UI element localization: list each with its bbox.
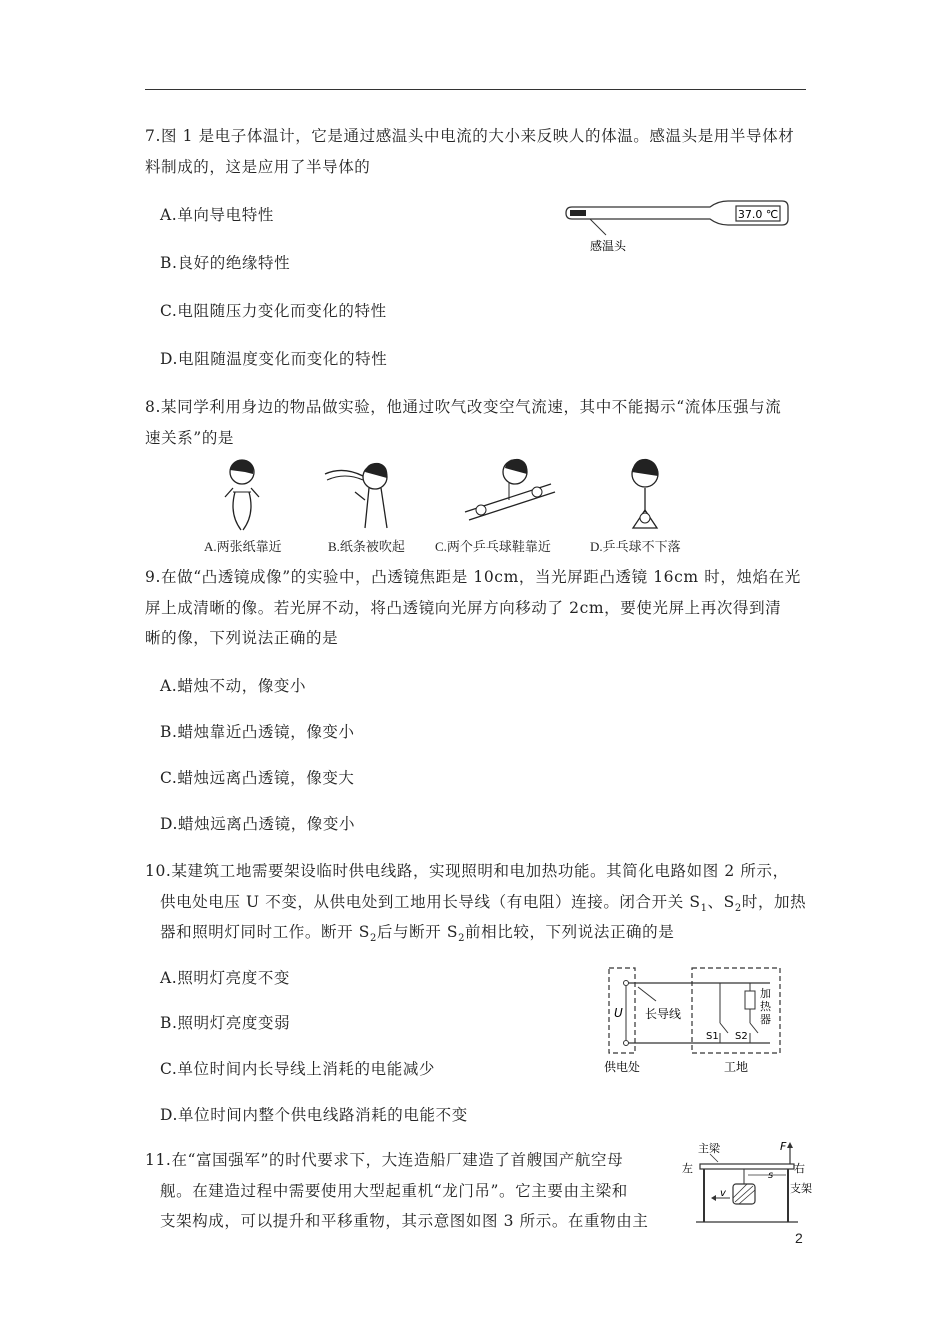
- q9-stem-line1: 9.在做“凸透镜成像”的实验中，凸透镜焦距是 10cm，当光屏距凸透镜 16cm 时，烛焰在光: [145, 568, 801, 586]
- q8-caption-d[interactable]: D.乒乓球不下落: [590, 539, 681, 554]
- main-beam: [700, 1164, 794, 1169]
- q11-stem-line2: 舰。在建造过程中需要使用大型起重机“龙门吊”。它主要由主梁和: [160, 1182, 628, 1200]
- figure-d-ping-pong-funnel: [632, 459, 658, 528]
- q10-stem-line1: 10.某建筑工地需要架设临时供电线路，实现照明和电加热功能。其简化电路如图 2 所示，: [145, 862, 789, 880]
- q9-option-d[interactable]: D.蜡烛远离凸透镜，像变小: [160, 815, 356, 833]
- q8-experiment-figures: [215, 452, 695, 534]
- page-number: 2: [795, 1230, 803, 1246]
- figure-c-ping-pong-balls: [465, 459, 555, 520]
- display-reading: 37.0 ℃: [737, 208, 779, 221]
- thermometer-figure: [560, 195, 800, 260]
- q11-stem-line3: 支架构成，可以提升和平移重物，其示意图如图 3 所示。在重物由主: [160, 1212, 649, 1230]
- q8-stem-line1: 8.某同学利用身边的物品做实验，他通过吹气改变空气流速，其中不能揭示“流体压强与流: [145, 398, 782, 416]
- switch-s2-label: S2: [735, 1031, 748, 1042]
- sensor-head: [570, 210, 586, 216]
- site-label: 工地: [724, 1060, 749, 1074]
- voltage-label: U: [614, 1006, 623, 1020]
- heater-label-3: 器: [760, 1013, 771, 1026]
- supply-label: 供电处: [604, 1060, 641, 1074]
- long-wire-label: 长导线: [645, 1007, 682, 1021]
- q9-option-c[interactable]: C.蜡烛远离凸透镜，像变大: [160, 769, 355, 787]
- q7-stem-line1: 7.图 1 是电子体温计，它是通过感温头中电流的大小来反映人的体温。感温头是用半导体材: [145, 127, 795, 145]
- switch-s1-label: S1: [706, 1031, 719, 1042]
- beam-label: 主梁: [698, 1142, 720, 1155]
- q8-caption-b[interactable]: B.纸条被吹起: [328, 539, 405, 554]
- header-rule: [145, 89, 806, 90]
- q8-caption-a[interactable]: A.两张纸靠近: [204, 539, 282, 554]
- q7-option-c[interactable]: C.电阻随压力变化而变化的特性: [160, 302, 387, 320]
- q9-option-b[interactable]: B.蜡烛靠近凸透镜，像变小: [160, 723, 355, 741]
- circuit-figure: [600, 965, 790, 1077]
- q9-stem-line3: 晰的像，下列说法正确的是: [145, 629, 339, 647]
- q9-stem-line2: 屏上成清晰的像。若光屏不动，将凸透镜向光屏方向移动了 2cm，要使光屏上再次得到清: [145, 599, 782, 617]
- q10-stem-line3: 器和照明灯同时工作。断开 $S_2$后与断开 $S_2$前相比较，下列说法正确的是: [160, 923, 675, 945]
- q10-option-c[interactable]: C.单位时间内长导线上消耗的电能减少: [160, 1060, 436, 1078]
- heater-label-2: 热: [760, 1000, 771, 1013]
- q11-stem-line1: 11.在“富国强军”的时代要求下，大连造船厂建造了首艘国产航空母: [145, 1151, 624, 1169]
- q10-option-a[interactable]: A.照明灯亮度不变: [160, 969, 291, 987]
- q10-stem-line2: 供电处电压 U 不变，从供电处到工地用长导线（有电阻）连接。闭合开关 $S_1$、$S_2$时，加热: [160, 893, 807, 915]
- q9-option-a[interactable]: A.蜡烛不动，像变小: [160, 677, 307, 695]
- q7-option-d[interactable]: D.电阻随温度变化而变化的特性: [160, 350, 388, 368]
- distance-label: s: [768, 1170, 774, 1181]
- sensor-label: 感温头: [590, 239, 627, 253]
- heater-label-1: 加: [760, 987, 771, 1000]
- q7-option-b[interactable]: B.良好的绝缘特性: [160, 254, 291, 272]
- velocity-label: v: [720, 1188, 726, 1199]
- q10-option-d[interactable]: D.单位时间内整个供电线路消耗的电能不变: [160, 1106, 468, 1124]
- q7-option-a[interactable]: A.单向导电特性: [160, 206, 274, 224]
- q10-option-b[interactable]: B.照明灯亮度变弱: [160, 1014, 291, 1032]
- q7-stem-line2: 料制成的，这是应用了半导体的: [145, 158, 371, 176]
- figure-a-two-papers: [225, 460, 259, 530]
- right-label: 右: [794, 1162, 805, 1175]
- force-label: F: [780, 1140, 787, 1153]
- left-label: 左: [682, 1162, 693, 1175]
- figure-b-paper-strip: [325, 463, 387, 528]
- q8-stem-line2: 速关系”的是: [145, 429, 235, 447]
- support-label: 支架: [790, 1182, 812, 1195]
- q8-caption-c[interactable]: C.两个乒乓球鞋靠近: [435, 539, 551, 554]
- gantry-crane-figure: [678, 1138, 818, 1234]
